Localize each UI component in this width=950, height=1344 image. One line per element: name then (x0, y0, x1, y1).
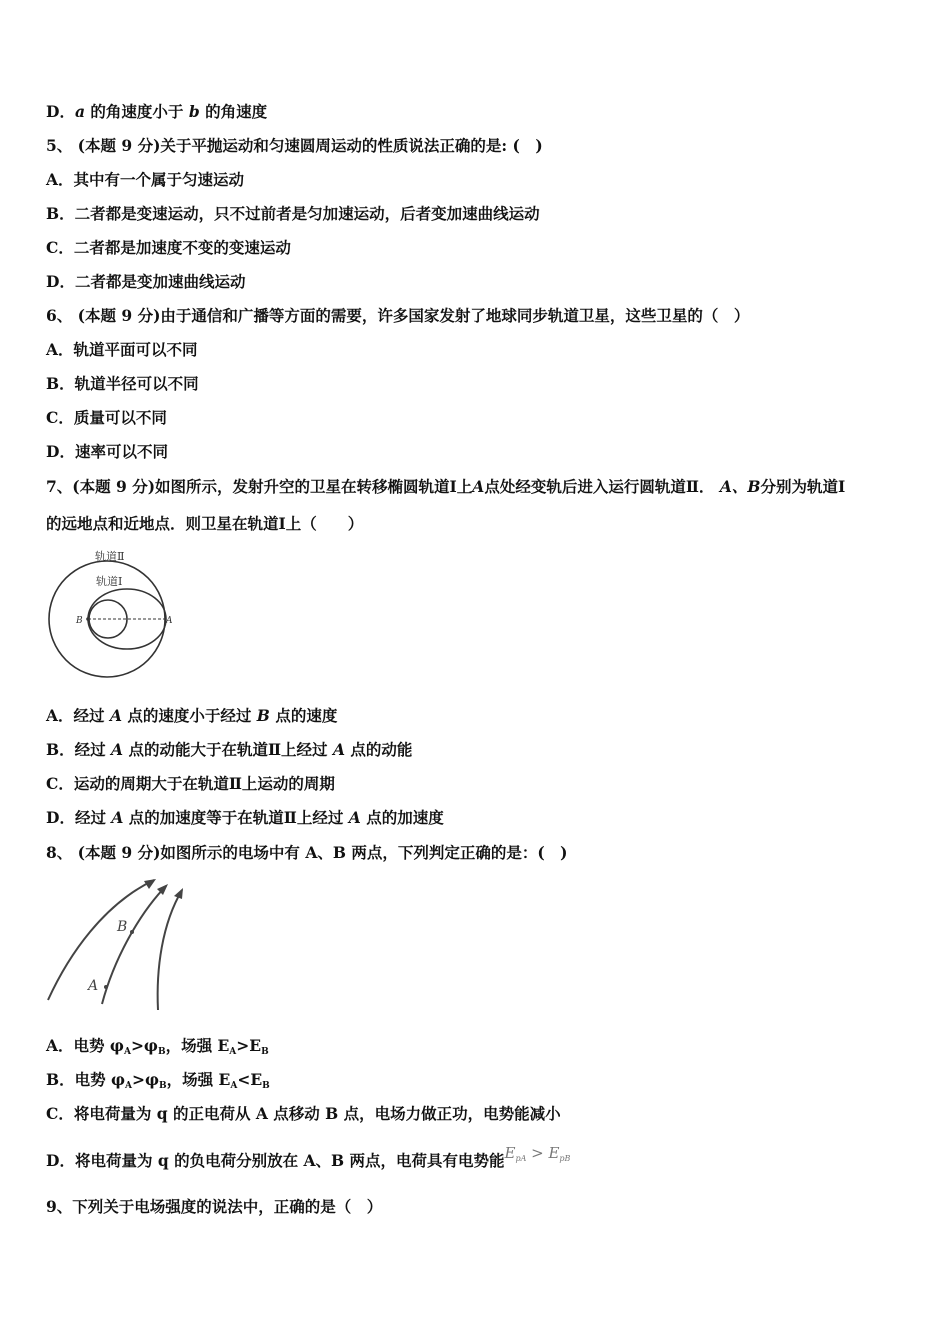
q7-option-d: D．经过 A 点的加速度等于在轨道Ⅱ上经过 A 点的加速度 (46, 808, 444, 827)
field-line-3 (158, 890, 182, 1010)
point-a-label: A (88, 978, 99, 994)
q6-option-b: B．轨道半径可以不同 (46, 374, 199, 393)
q4-option-d: D．a 的角速度小于 b 的角速度 (46, 102, 268, 121)
potential-energy-inequality: $E_{pA} > E_{pB}$ (504, 1144, 571, 1163)
q6-option-a: A．轨道平面可以不同 (46, 340, 198, 359)
q8-option-c: C．将电荷量为 q 的正电荷从 A 点移动 B 点，电场力做正功，电势能减小 (46, 1104, 561, 1123)
point-a-label: A (166, 616, 173, 626)
orbit-figure (46, 545, 176, 680)
q7-stem-line1: 7、(本题 9 分)如图所示，发射升空的卫星在转移椭圆轨道Ⅰ上A点处经变轨后进入运行圆轨道Ⅱ． A、B分别为轨道Ⅰ (46, 477, 846, 496)
orbit-1-label: 轨道Ⅰ (96, 575, 123, 588)
q9-stem: 9、下列关于电场强度的说法中，正确的是（ ） (46, 1197, 383, 1216)
q6-stem: 6、 (本题 9 分)由于通信和广播等方面的需要，许多国家发射了地球同步轨道卫星，这些卫星的（ ） (46, 306, 750, 325)
q6-option-d: D．速率可以不同 (46, 442, 168, 461)
q5-stem: 5、 (本题 9 分)关于平抛运动和匀速圆周运动的性质说法正确的是: ( ) (46, 136, 543, 155)
q5-option-a: A．其中有一个属于匀速运动 (46, 170, 245, 189)
field-line-1 (48, 880, 154, 1000)
q5-option-c: C．二者都是加速度不变的变速运动 (46, 238, 291, 257)
point-b-label: B (117, 919, 128, 935)
q5-option-b: B．二者都是变速运动，只不过前者是匀加速运动，后者变加速曲线运动 (46, 204, 540, 223)
q5-option-d: D．二者都是变加速曲线运动 (46, 272, 246, 291)
q7-option-b: B．经过 A 点的动能大于在轨道Ⅱ上经过 A 点的动能 (46, 740, 413, 759)
q7-option-a: A．经过 A 点的速度小于经过 B 点的速度 (46, 706, 338, 725)
q8-stem: 8、 (本题 9 分)如图所示的电场中有 A、B 两点，下列判定正确的是：( ) (46, 843, 568, 862)
point-b-dot (130, 930, 134, 934)
q6-option-c: C．质量可以不同 (46, 408, 167, 427)
q8-option-b: B．电势 $\varphi_A>\varphi_B$，场强 $E_A<E_B$ (46, 1070, 270, 1091)
field-line-2 (102, 886, 166, 1004)
point-a-dot (104, 985, 108, 989)
q8-option-d: D．将电荷量为 q 的负电荷分别放在 A、B 两点，电荷具有电势能$E_{pA} > E_{pB}$ (46, 1144, 571, 1170)
orbit-2-label: 轨道Ⅱ (95, 550, 125, 563)
field-arrow-3 (174, 888, 183, 899)
q7-stem-line2: 的远地点和近地点．则卫星在轨道Ⅰ上（ ） (46, 514, 364, 533)
q7-option-c: C．运动的周期大于在轨道Ⅱ上运动的周期 (46, 774, 335, 793)
point-b-dot (86, 617, 90, 621)
electric-field-figure (44, 874, 194, 1014)
point-b-label: B (76, 616, 83, 626)
q8-option-a: A．电势 $\varphi_A>\varphi_B$，场强 $E_A>E_B$ (46, 1036, 269, 1057)
